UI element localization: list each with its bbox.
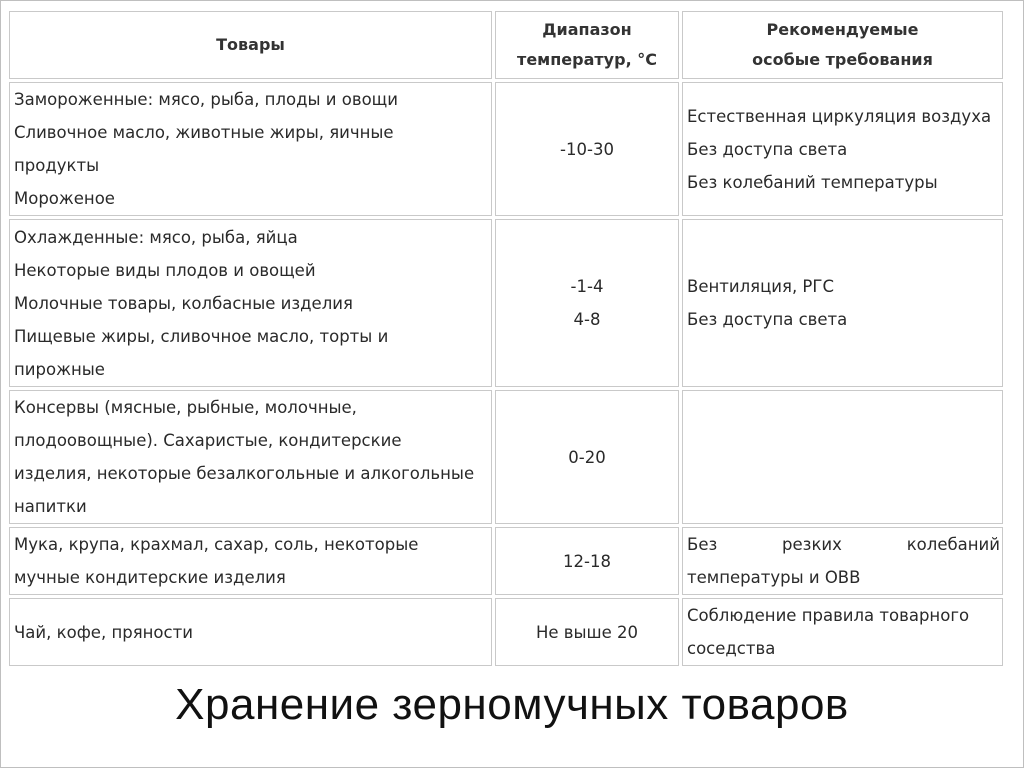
header-req-line1: Рекомендуемые bbox=[766, 20, 919, 39]
cell-requirements bbox=[682, 598, 1003, 666]
req-line: Естественная циркуляция воздуха bbox=[687, 106, 992, 126]
temp-value: 0-20 bbox=[568, 447, 606, 467]
goods-line: Молочные товары, колбасные изделия bbox=[14, 293, 353, 313]
req-line: соседства bbox=[687, 639, 776, 658]
table-row bbox=[9, 527, 1003, 595]
goods-line: Сливочное масло, животные жиры, яичные bbox=[14, 123, 394, 142]
slide-caption: Хранение зерномучных товаров bbox=[175, 680, 849, 729]
cell-requirements bbox=[682, 527, 1003, 595]
req-line: Без колебаний температуры bbox=[687, 172, 938, 192]
cell-temperature bbox=[495, 390, 679, 524]
goods-line: изделия, некоторые безалкогольные и алкогольные bbox=[14, 464, 475, 483]
storage-table bbox=[6, 8, 1006, 669]
storage-table-container bbox=[6, 8, 1006, 664]
header-temp-line2: температур, °С bbox=[517, 50, 657, 69]
goods-line: Пищевые жиры, сливочное масло, торты и bbox=[14, 326, 389, 346]
cell-requirements bbox=[682, 82, 1003, 216]
goods-line: плодоовощные). Сахаристые, кондитерские bbox=[14, 431, 402, 450]
req-line: Без доступа света bbox=[687, 310, 848, 329]
req-line: Соблюдение правила товарного bbox=[687, 606, 970, 625]
cell-goods bbox=[9, 598, 492, 666]
cell-temperature bbox=[495, 527, 679, 595]
cell-requirements-empty bbox=[682, 390, 1003, 524]
goods-line: мучные кондитерские изделия bbox=[14, 568, 286, 587]
header-temperature bbox=[495, 11, 679, 79]
cell-goods bbox=[9, 219, 492, 387]
req-line: температуры и ОВВ bbox=[687, 568, 861, 587]
header-req-line2: особые требования bbox=[752, 50, 933, 69]
cell-temperature bbox=[495, 598, 679, 666]
req-line: Без доступа света bbox=[687, 139, 848, 159]
temp-value: -10-30 bbox=[560, 139, 614, 159]
cell-temperature bbox=[495, 219, 679, 387]
table-row bbox=[9, 598, 1003, 666]
goods-line: Мороженое bbox=[14, 189, 115, 208]
cell-goods bbox=[9, 527, 492, 595]
req-line: Вентиляция, РГС bbox=[687, 277, 834, 296]
temp-value: -1-4 bbox=[570, 277, 604, 296]
goods-line: продукты bbox=[14, 156, 100, 175]
goods-line: пирожные bbox=[14, 359, 105, 379]
goods-line: Некоторые виды плодов и овощей bbox=[14, 260, 316, 280]
table-row bbox=[9, 82, 1003, 216]
header-temp-line1: Диапазон bbox=[542, 20, 632, 39]
header-requirements bbox=[682, 11, 1003, 79]
table-header-row bbox=[9, 11, 1003, 79]
goods-line: Мука, крупа, крахмал, сахар, соль, некоторые bbox=[14, 535, 419, 554]
temp-value: 4-8 bbox=[573, 310, 601, 329]
goods-line: напитки bbox=[14, 497, 87, 516]
goods-line: Чай, кофе, пряности bbox=[14, 622, 193, 642]
cell-requirements bbox=[682, 219, 1003, 387]
temp-value: Не выше 20 bbox=[535, 622, 639, 642]
req-line: Без резких колебаний bbox=[687, 535, 1000, 554]
header-goods: Товары bbox=[9, 11, 492, 79]
temp-value: 12-18 bbox=[563, 551, 611, 571]
cell-goods bbox=[9, 390, 492, 524]
table-row bbox=[9, 219, 1003, 387]
goods-line: Замороженные: мясо, рыба, плоды и овощи bbox=[14, 90, 398, 109]
goods-line: Консервы (мясные, рыбные, молочные, bbox=[14, 398, 357, 417]
cell-goods bbox=[9, 82, 492, 216]
cell-temperature bbox=[495, 82, 679, 216]
table-row bbox=[9, 390, 1003, 524]
goods-line: Охлажденные: мясо, рыба, яйца bbox=[14, 227, 298, 247]
